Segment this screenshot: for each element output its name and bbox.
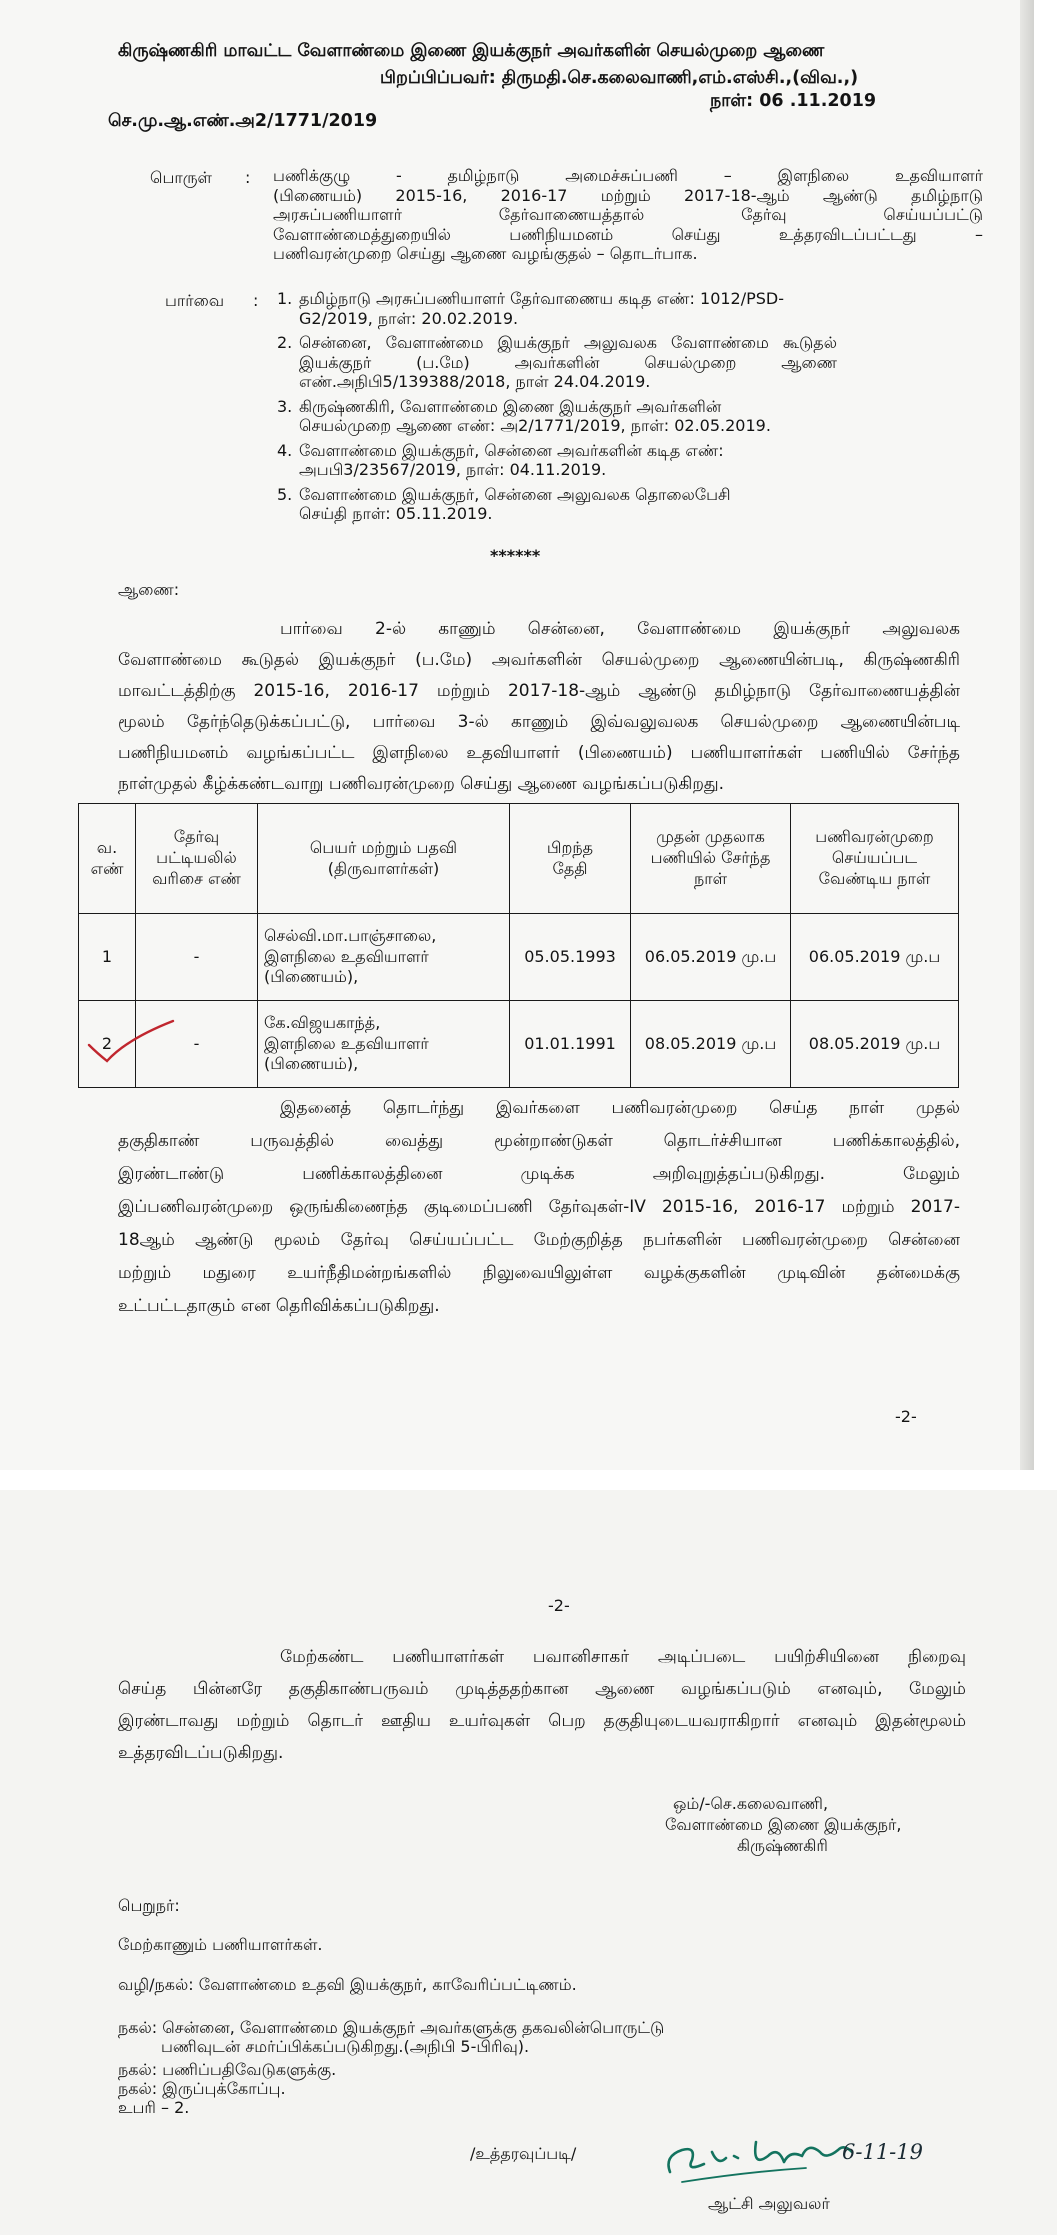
reference-item — [277, 333, 837, 392]
page-continuation-marker: -2- — [895, 1407, 917, 1426]
order-paragraph — [118, 614, 960, 800]
header-line: பெயர் மற்றும் பதவி — [309, 837, 458, 857]
cell-regularise: 06.05.2019 மு.ப — [791, 914, 959, 1001]
signature-date: 6-11-19 — [842, 2140, 923, 2164]
header-line: பணியில் சேர்ந்த — [650, 848, 771, 868]
copy-to-director — [118, 2018, 664, 2056]
cell-joined: 06.05.2019 மு.ப — [631, 914, 791, 1001]
reference-line: செயல்முறை ஆணை எண்: அ2/1771/2019, நாள்: 02.05.2019. — [299, 416, 771, 435]
name-line: செல்வி.மா.பாஞ்சாலை, — [264, 925, 437, 945]
column-header-dob — [510, 804, 631, 914]
subject-colon: : — [245, 168, 251, 187]
separator-stars: ****** — [490, 546, 541, 565]
table-row — [79, 914, 959, 1001]
header-line: தேதி — [552, 858, 588, 878]
reference-line: இயக்குநர் (ப.மே) அவர்களின் செயல்முறை ஆணை — [299, 352, 837, 372]
header-line: செய்யப்பட — [831, 848, 918, 868]
reference-label: பார்வை — [165, 291, 225, 310]
document-page-2 — [0, 1490, 1057, 2235]
name-line: இளநிலை உதவியாளர் — [264, 1033, 429, 1053]
column-header-sno — [79, 804, 136, 914]
continuation-paragraph — [118, 1092, 960, 1323]
order-line: பணிநியமனம் வழங்கப்பட்ட இளநிலை உதவியாளர் (பிணையம்) பணியாளர்கள் பணியில் சேர்ந்த — [118, 743, 960, 763]
order-line: பார்வை 2-ல் காணும் சென்னை, வேளாண்மை இயக்குநர் அலுவலக — [280, 619, 960, 639]
column-header-list-number — [136, 804, 258, 914]
name-line: இளநிலை உதவியாளர் — [264, 946, 429, 966]
order-line: வேளாண்மை கூடுதல் இயக்குநர் (ப.மே) அவர்களின் செயல்முறை ஆணையின்படி, கிருஷ்ணகிரி — [118, 650, 960, 670]
paragraph-line: தகுதிகாண் பருவத்தில் வைத்து மூன்றாண்டுகள் தொடர்ச்சியான பணிக்காலத்தில், — [118, 1131, 960, 1151]
order-line: மாவட்டத்திற்கு 2015-16, 2016-17 மற்றும் 2017-18-ஆம் ஆண்டு தமிழ்நாடு தேர்வாணையத்தின் — [118, 681, 960, 701]
subject-label: பொருள் — [150, 168, 212, 187]
reference-line: தமிழ்நாடு அரசுப்பணியாளர் தேர்வாணைய கடித எண்: 1012/PSD- — [299, 289, 785, 308]
subject-line: பணிக்குழு - தமிழ்நாடு அமைச்சுப்பணி – இளநிலை உதவியாளர் — [273, 166, 983, 185]
copy-line: நகல்: சென்னை, வேளாண்மை இயக்குநர் அவர்களுக்கு தகவலின்பொருட்டு — [118, 2018, 665, 2037]
name-line: (பிணையம்), — [264, 967, 359, 987]
signatory-name: ஒம்/-செ.கலைவாணி, — [673, 1794, 829, 1813]
table-row — [79, 1001, 959, 1088]
subject-line: வேளாண்மைத்துறையில் பணிநியமனம் செய்து உத்தரவிடப்பட்டது – — [273, 224, 983, 244]
paragraph-line: இரண்டாவது மற்றும் தொடர் ஊதிய உயர்வுகள் பெற தகுதியுடையவராகிறார் எனவும் இதன்மூலம் — [118, 1711, 966, 1731]
reference-line: கிருஷ்ணகிரி, வேளாண்மை இணை இயக்குநர் அவர்களின் — [299, 396, 722, 416]
page-number: -2- — [548, 1596, 570, 1615]
cell-name — [258, 1001, 510, 1088]
paragraph-line: செய்த பின்னரே தகுதிகாண்பருவம் முடித்ததற்கான ஆணை வழங்கப்படும் எனவும், மேலும் — [118, 1679, 966, 1699]
order-date: நாள்: 06 .11.2019 — [710, 91, 877, 111]
handwritten-tick-mark — [87, 1019, 177, 1069]
cell-sno — [79, 1001, 136, 1088]
paragraph-line: 18ஆம் ஆண்டு மூலம் தேர்வு செய்யப்பட்ட மேற்குறித்த நபர்களின் பணிவரன்முறை சென்னை — [118, 1230, 960, 1250]
order-line: மூலம் தேர்ந்தெடுக்கப்பட்டு, பார்வை 3-ல் காணும் இவ்வலுவலக செயல்முறை ஆணையின்படி — [118, 712, 960, 732]
reference-line: சென்னை, வேளாண்மை இயக்குநர் அலுவலக வேளாண்மை கூடுதல் — [299, 333, 837, 352]
column-header-joined — [631, 804, 791, 914]
column-header-name — [258, 804, 510, 914]
reference-number-label: 2. — [277, 333, 293, 352]
order-label: ஆணை: — [118, 580, 180, 599]
paragraph-line: மேற்கண்ட பணியாளர்கள் பவானிசாகர் அடிப்படை பயிற்சியினை நிறைவு — [280, 1647, 966, 1667]
reference-line: அபபி3/23567/2019, நாள்: 04.11.2019. — [299, 460, 607, 479]
header-line: வேண்டிய நாள் — [818, 868, 931, 888]
header-line: (திருவாளர்கள்) — [327, 858, 440, 878]
paragraph-line: மற்றும் மதுரை உயர்நீதிமன்றங்களில் நிலுவையிலுள்ள வழக்குகளின் முடிவின் தன்மைக்கு — [118, 1263, 960, 1283]
via-copy-line: வழி/நகல்: வேளாண்மை உதவி இயக்குநர், காவேரிப்பட்டிணம். — [118, 1975, 577, 1994]
reference-number-label: 4. — [277, 440, 293, 460]
reference-line: வேளாண்மை இயக்குநர், சென்னை அவர்களின் கடித எண்: — [299, 440, 724, 460]
page2-paragraph — [118, 1641, 966, 1769]
reference-number-label: 5. — [277, 484, 293, 504]
paragraph-line: இப்பணிவரன்முறை ஒருங்கிணைந்த குடிமைப்பணி தேர்வுகள்-IV 2015-16, 2016-17 மற்றும் 2017- — [118, 1197, 960, 1217]
name-line: (பிணையம்), — [264, 1054, 359, 1074]
cell-list-number: - — [136, 1001, 258, 1088]
paragraph-line: உத்தரவிடப்படுகிறது. — [118, 1743, 284, 1763]
header-line: முதன் முதலாக — [656, 827, 765, 847]
cell-dob: 01.01.1991 — [510, 1001, 631, 1088]
subject-line: (பிணையம்) 2015-16, 2016-17 மற்றும் 2017-18-ஆம் ஆண்டு தமிழ்நாடு — [273, 185, 983, 205]
page-edge-shadow — [1020, 0, 1034, 1470]
cell-regularise: 08.05.2019 மு.ப — [791, 1001, 959, 1088]
signatory-block — [665, 1793, 901, 1856]
paragraph-line: இரண்டாண்டு பணிக்காலத்தினை முடிக்க அறிவுறுத்தப்படுகிறது. மேலும் — [118, 1164, 960, 1184]
subject-line: பணிவரன்முறை செய்து ஆணை வழங்குதல் – தொடர்பாக. — [273, 244, 698, 263]
copy-stock-file: நகல்: இருப்புக்கோப்பு. — [118, 2079, 286, 2098]
copy-service-register: நகல்: பணிப்பதிவேடுகளுக்கு. — [118, 2060, 337, 2079]
reference-item — [277, 397, 837, 436]
cell-sno: 1 — [79, 914, 136, 1001]
cell-name — [258, 914, 510, 1001]
cell-dob: 05.05.1993 — [510, 914, 631, 1001]
signatory-place: கிருஷ்ணகிரி — [737, 1836, 828, 1855]
reference-number-label: 1. — [277, 289, 293, 308]
subject-text — [273, 166, 983, 264]
header-line: எண் — [90, 858, 124, 878]
header-line: நாள் — [693, 868, 728, 888]
table-header-row — [79, 804, 959, 914]
header-line: வரிசை எண் — [152, 868, 241, 888]
header-line: பட்டியலில் — [156, 848, 237, 868]
reference-line: G2/2019, நாள்: 20.02.2019. — [299, 308, 519, 328]
copy-line: பணிவுடன் சமர்ப்பிக்கப்படுகிறது.(அநிபி 5-பிரிவு). — [161, 2037, 530, 2056]
reference-line: எண்.அநிபி5/139388/2018, நாள் 24.04.2019. — [299, 372, 651, 391]
office-title: ஆட்சி அலுவலர் — [708, 2194, 830, 2213]
cell-sno-value: 2 — [101, 1033, 113, 1053]
signatory-designation: வேளாண்மை இணை இயக்குநர், — [665, 1815, 902, 1834]
cell-list-number: - — [136, 914, 258, 1001]
order-header-title: கிருஷ்ணகிரி மாவட்ட வேளாண்மை இணை இயக்குநர் அவர்களின் செயல்முறை ஆணை — [118, 41, 825, 61]
reference-item — [277, 485, 837, 524]
reference-line: வேளாண்மை இயக்குநர், சென்னை அலுவலக தொலைபேசி — [299, 484, 731, 504]
order-line: நாள்முதல் கீழ்க்கண்டவாறு பணிவரன்முறை செய்து ஆணை வழங்கப்படுகிறது. — [118, 774, 725, 794]
paragraph-line: இதனைத் தொடர்ந்து இவர்களை பணிவரன்முறை செய்த நாள் முதல் — [280, 1098, 960, 1118]
by-order-line: /உத்தரவுப்படி/ — [470, 2144, 577, 2163]
reference-colon: : — [253, 291, 259, 310]
header-line: பணிவரன்முறை — [815, 827, 934, 847]
reference-list — [277, 289, 837, 524]
spare-copies: உபரி – 2. — [118, 2098, 190, 2117]
header-line: வ. — [96, 837, 118, 857]
reference-number: செ.மு.ஆ.எண்.அ2/1771/2019 — [108, 111, 378, 131]
header-line: பிறந்த — [546, 837, 594, 857]
cell-joined: 08.05.2019 மு.ப — [631, 1001, 791, 1088]
paragraph-line: உட்பட்டதாகும் என தெரிவிக்கப்படுகிறது. — [118, 1296, 440, 1316]
recipient: மேற்காணும் பணியாளர்கள். — [118, 1935, 323, 1954]
recipient-label: பெறுநர்: — [118, 1896, 180, 1915]
subject-line: அரசுப்பணியாளர் தேர்வாணையத்தால் தேர்வு செய்யப்பட்டு — [273, 205, 983, 224]
reference-number-label: 3. — [277, 396, 293, 416]
column-header-regularise — [791, 804, 959, 914]
reference-item — [277, 441, 837, 480]
name-line: கே.விஜயகாந்த், — [264, 1012, 381, 1032]
staff-table — [78, 803, 959, 1088]
issued-by-line: பிறப்பிப்பவர்: திருமதி.செ.கலைவாணி,எம்.எஸ்சி.,(விவ.,) — [380, 68, 859, 88]
reference-item — [277, 289, 837, 328]
reference-line: செய்தி நாள்: 05.11.2019. — [299, 504, 493, 523]
header-line: தேர்வு — [173, 827, 220, 847]
